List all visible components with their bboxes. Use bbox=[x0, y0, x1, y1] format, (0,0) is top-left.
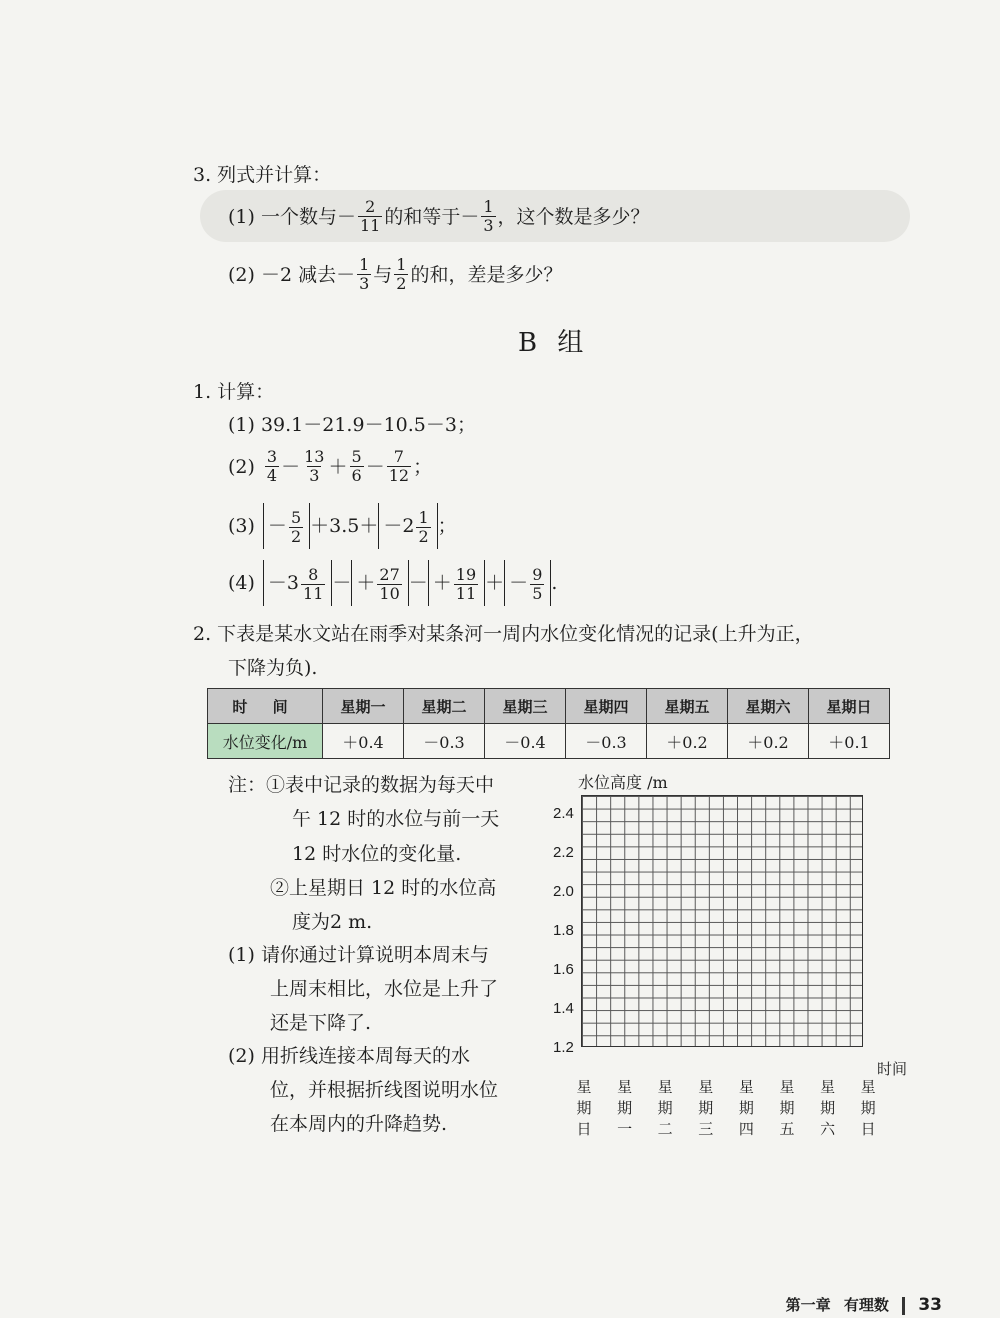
y-tick-label: 1.2 bbox=[553, 1039, 574, 1057]
table-cell: ＋0.2 bbox=[728, 724, 809, 759]
footer-chapter: 第一章 bbox=[785, 1296, 831, 1314]
chart-x-axis-label: 时间 bbox=[877, 1060, 908, 1078]
denominator: 5 bbox=[532, 583, 543, 603]
note-2a: ②上星期日 12 时的水位高 bbox=[270, 877, 497, 899]
sign: － bbox=[509, 572, 529, 594]
denominator: 3 bbox=[483, 216, 494, 235]
question-1a: (1) 请你通过计算说明本周末与 bbox=[228, 944, 489, 966]
y-tick-label: 2.2 bbox=[553, 844, 574, 862]
denominator: 11 bbox=[455, 583, 477, 603]
x-tick-label: 星期日 bbox=[860, 1078, 876, 1138]
y-tick-label: 1.8 bbox=[553, 922, 574, 940]
fraction bbox=[454, 566, 478, 603]
footer-topic: 有理数 bbox=[843, 1296, 889, 1314]
table-day: 星期三 bbox=[485, 689, 566, 724]
q3-p1-text-a: (1) 一个数与 bbox=[228, 205, 337, 228]
table-day: 星期六 bbox=[728, 689, 809, 724]
fraction bbox=[357, 256, 371, 293]
operator: ＋ bbox=[485, 572, 505, 594]
table-row bbox=[208, 724, 890, 759]
numerator: 9 bbox=[532, 564, 543, 584]
footer-divider bbox=[902, 1297, 905, 1315]
fraction bbox=[358, 198, 382, 235]
table-cell: ＋0.4 bbox=[323, 724, 404, 759]
table-cell: －0.4 bbox=[485, 724, 566, 759]
sign: ＋ bbox=[356, 572, 376, 594]
fraction bbox=[394, 256, 408, 293]
b1-expr-1: (1) 39.1－21.9－10.5－3； bbox=[228, 414, 476, 436]
water-level-table bbox=[207, 688, 890, 759]
y-tick-label: 1.4 bbox=[553, 1000, 574, 1018]
b1-title: 1. 计算： bbox=[193, 381, 275, 403]
question-2c: 在本周内的升降趋势. bbox=[270, 1113, 448, 1135]
x-tick-label: 星期三 bbox=[698, 1078, 714, 1138]
denominator: 11 bbox=[359, 216, 381, 235]
x-tick-label: 星期四 bbox=[738, 1078, 754, 1138]
b1-expr-2 bbox=[228, 448, 432, 485]
page-footer bbox=[786, 1294, 942, 1315]
fraction bbox=[302, 448, 326, 485]
denominator: 6 bbox=[351, 466, 362, 485]
sign: ＋ bbox=[432, 572, 452, 594]
table-day: 星期五 bbox=[647, 689, 728, 724]
denominator: 2 bbox=[290, 526, 302, 546]
section-title: B 组 bbox=[518, 328, 590, 358]
table-header-label: 时 间 bbox=[208, 689, 323, 724]
question-1c: 还是下降了. bbox=[270, 1012, 372, 1034]
q3-part1 bbox=[228, 198, 650, 235]
operator: － bbox=[408, 572, 428, 594]
numerator: 3 bbox=[266, 447, 278, 466]
table-day: 星期二 bbox=[404, 689, 485, 724]
expr-2-terms bbox=[263, 448, 432, 485]
fraction bbox=[377, 566, 401, 603]
note-2b: 度为2 m. bbox=[292, 911, 373, 933]
denominator: 3 bbox=[359, 274, 370, 293]
absolute-value bbox=[351, 560, 408, 606]
numerator: 5 bbox=[351, 447, 362, 466]
q3-p2-text-b: 与 bbox=[373, 263, 393, 286]
fraction bbox=[387, 448, 411, 485]
q3-p2-text-a: (2) －2 减去－ bbox=[228, 263, 356, 286]
absolute-value bbox=[504, 560, 551, 606]
operator: ＋ bbox=[328, 455, 348, 478]
fraction bbox=[530, 566, 544, 603]
fraction bbox=[265, 448, 279, 485]
absolute-value bbox=[263, 503, 310, 549]
expr-label: (3) bbox=[228, 515, 255, 537]
numerator: 1 bbox=[396, 255, 407, 274]
q3-p1-neg: － bbox=[336, 205, 356, 228]
denominator: 10 bbox=[379, 583, 400, 603]
page-number: 33 bbox=[918, 1295, 942, 1315]
q3-p1-text-b: 的和等于－ bbox=[384, 205, 480, 228]
whole-part: －2 bbox=[383, 515, 415, 537]
y-tick-label: 1.6 bbox=[553, 961, 574, 979]
table-cell: －0.3 bbox=[566, 724, 647, 759]
punctuation: . bbox=[551, 572, 558, 594]
sign: － bbox=[267, 515, 287, 537]
expr-label: (4) bbox=[228, 572, 255, 594]
fraction bbox=[301, 566, 325, 603]
absolute-value bbox=[428, 560, 485, 606]
table-day: 星期四 bbox=[566, 689, 647, 724]
question-1b: 上周末相比，水位是上升了 bbox=[270, 978, 499, 1000]
fraction bbox=[481, 198, 495, 235]
y-tick-label: 2.0 bbox=[553, 883, 574, 901]
denominator: 11 bbox=[303, 583, 324, 603]
absolute-value bbox=[263, 560, 332, 606]
fraction bbox=[350, 448, 364, 485]
x-tick-label: 星期一 bbox=[617, 1078, 633, 1138]
absolute-value bbox=[378, 503, 437, 549]
numerator: 5 bbox=[290, 507, 302, 527]
denominator: 2 bbox=[396, 274, 407, 293]
numerator: 1 bbox=[483, 197, 494, 216]
numerator: 19 bbox=[455, 564, 477, 584]
table-cell: ＋0.2 bbox=[647, 724, 728, 759]
table-cell: ＋0.1 bbox=[809, 724, 890, 759]
numerator: 2 bbox=[365, 197, 376, 216]
table-day: 星期一 bbox=[323, 689, 404, 724]
numerator: 27 bbox=[379, 564, 400, 584]
table-row-label: 水位变化/m bbox=[208, 724, 323, 759]
numerator: 8 bbox=[308, 564, 319, 584]
x-tick-label: 星期五 bbox=[779, 1078, 795, 1138]
operator: － bbox=[365, 455, 385, 478]
table-header-row bbox=[208, 689, 890, 724]
x-tick-label: 星期六 bbox=[820, 1078, 836, 1138]
whole-part: －3 bbox=[267, 572, 300, 594]
numerator: 1 bbox=[359, 255, 370, 274]
numerator: 7 bbox=[393, 447, 404, 466]
x-tick-label: 星期日 bbox=[576, 1078, 592, 1138]
expr-label: (2) bbox=[228, 455, 255, 478]
note-1c: 12 时水位的变化量. bbox=[292, 843, 462, 865]
operator-text: ＋3.5＋ bbox=[310, 515, 379, 537]
b2-line-1: 2. 下表是某水文站在雨季对某条河一周内水位变化情况的记录(上升为正， bbox=[193, 623, 814, 645]
operator: ； bbox=[413, 455, 433, 478]
denominator: 12 bbox=[388, 466, 410, 485]
punctuation: ； bbox=[437, 515, 457, 537]
numerator: 1 bbox=[418, 507, 429, 527]
numerator: 13 bbox=[304, 447, 325, 466]
chart-grid bbox=[581, 795, 863, 1047]
q3-p2-text-c: 的和，差是多少？ bbox=[410, 263, 563, 286]
denominator: 4 bbox=[266, 466, 278, 485]
x-tick-label: 星期二 bbox=[657, 1078, 673, 1138]
denominator: 3 bbox=[309, 466, 320, 485]
fraction bbox=[289, 509, 303, 546]
q3-part2 bbox=[228, 256, 563, 293]
question-2a: (2) 用折线连接本周每天的水 bbox=[228, 1045, 470, 1067]
question-2b: 位，并根据折线图说明水位 bbox=[270, 1079, 499, 1101]
operator: － bbox=[281, 455, 301, 478]
b2-line-2: 下降为负). bbox=[228, 657, 318, 679]
b1-expr-3 bbox=[228, 503, 457, 549]
q3-title: 3. 列式并计算： bbox=[193, 164, 332, 186]
y-tick-label: 2.4 bbox=[553, 805, 574, 822]
q3-p1-text-c: ，这个数是多少？ bbox=[497, 205, 650, 228]
chart-y-axis-label: 水位高度 /m bbox=[578, 773, 668, 792]
table-day: 星期日 bbox=[809, 689, 890, 724]
table-cell: －0.3 bbox=[404, 724, 485, 759]
operator: － bbox=[332, 572, 352, 594]
note-1b: 午 12 时的水位与前一天 bbox=[292, 808, 500, 830]
note-1a: 注：①表中记录的数据为每天中 bbox=[228, 774, 495, 796]
b1-expr-4 bbox=[228, 560, 557, 606]
denominator: 2 bbox=[418, 526, 429, 546]
fraction bbox=[416, 509, 430, 546]
